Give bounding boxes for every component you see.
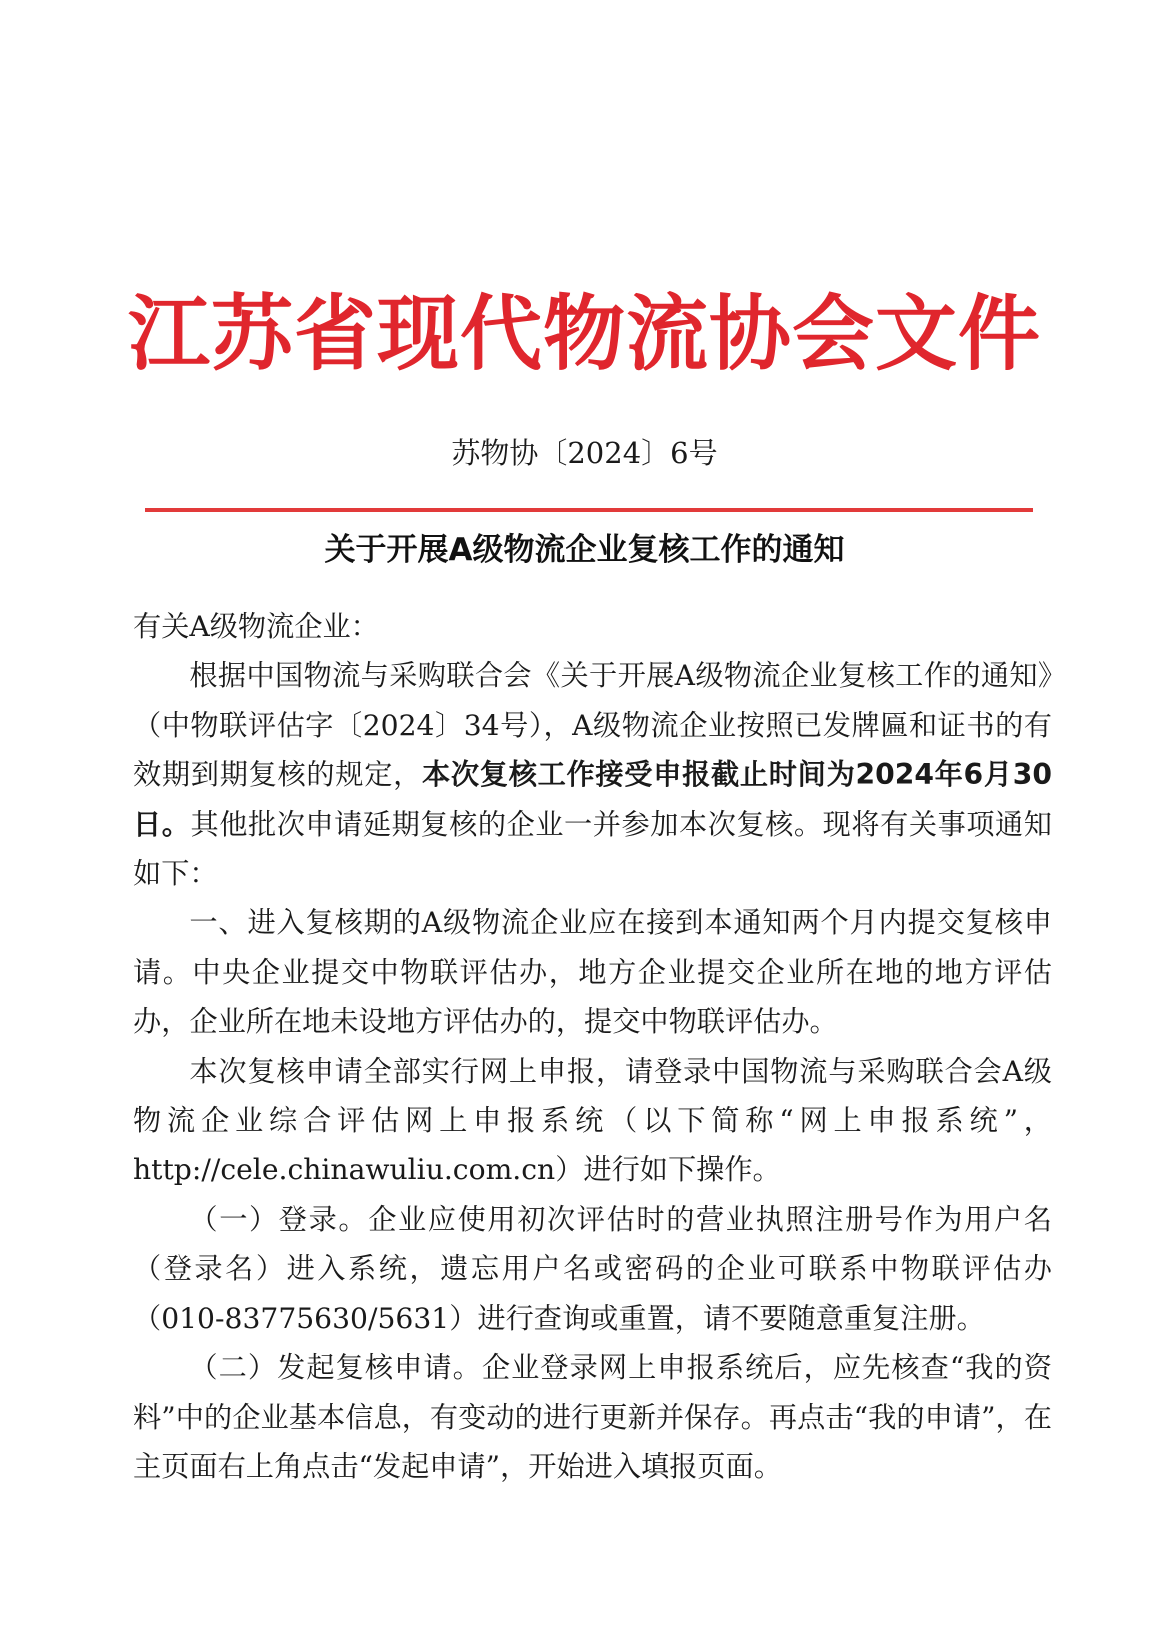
paragraph-intro-text: 根据中国物流与采购联合会《关于开展A级物流企业复核工作的通知》（中物联评估字〔2024〕34号），A级物流企业按照已发牌匾和证书的有效期到期复核的规定， (133, 659, 1052, 792)
paragraph-section-one: 一、进入复核期的A级物流企业应在接到本通知两个月内提交复核申请。中央企业提交中物联评估办，地方企业提交企业所在地的地方评估办，企业所在地未设地方评估办的，提交中物联评估办。 (133, 906, 1052, 1039)
paragraph-initiate-review: （二）发起复核申请。企业登录网上申报系统后，应先核查“我的资料”中的企业基本信息，有变动的进行更新并保存。再点击“我的申请”，在主页面右上角点击“发起申请”，开始进入填报页面。 (133, 1351, 1052, 1483)
paragraph-login: （一）登录。企业应使用初次评估时的营业执照注册号作为用户名（登录名）进入系统，遗忘用户名或密码的企业可联系中物联评估办（010-83775630/5631）进行查询或重置，请不要随意重复注册。 (133, 1202, 1052, 1335)
paragraph-intro (133, 651, 1052, 898)
masthead-title: 江苏省现代物流协会文件 (127, 286, 1041, 382)
paragraph-intro-tail: 其他批次申请延期复核的企业一并参加本次复核。现将有关事项通知如下： (133, 807, 1052, 891)
notice-title: 关于开展A级物流企业复核工作的通知 (324, 532, 845, 568)
document-number: 苏物协〔2024〕6号 (451, 436, 718, 470)
notice-body (133, 602, 1052, 1491)
salutation: 有关A级物流企业： (133, 610, 379, 643)
red-divider-line (145, 508, 1033, 512)
deadline-emphasis: 本次复核工作接受申报截止时间为2024年6月30日。 (133, 758, 1052, 841)
paragraph-online-filing: 本次复核申请全部实行网上申报，请登录中国物流与采购联合会A级物流企业综合评估网上申报系统（以下简称“网上申报系统”，http://cele.chinawuliu.com.cn）进行如下操作。 (133, 1054, 1052, 1187)
